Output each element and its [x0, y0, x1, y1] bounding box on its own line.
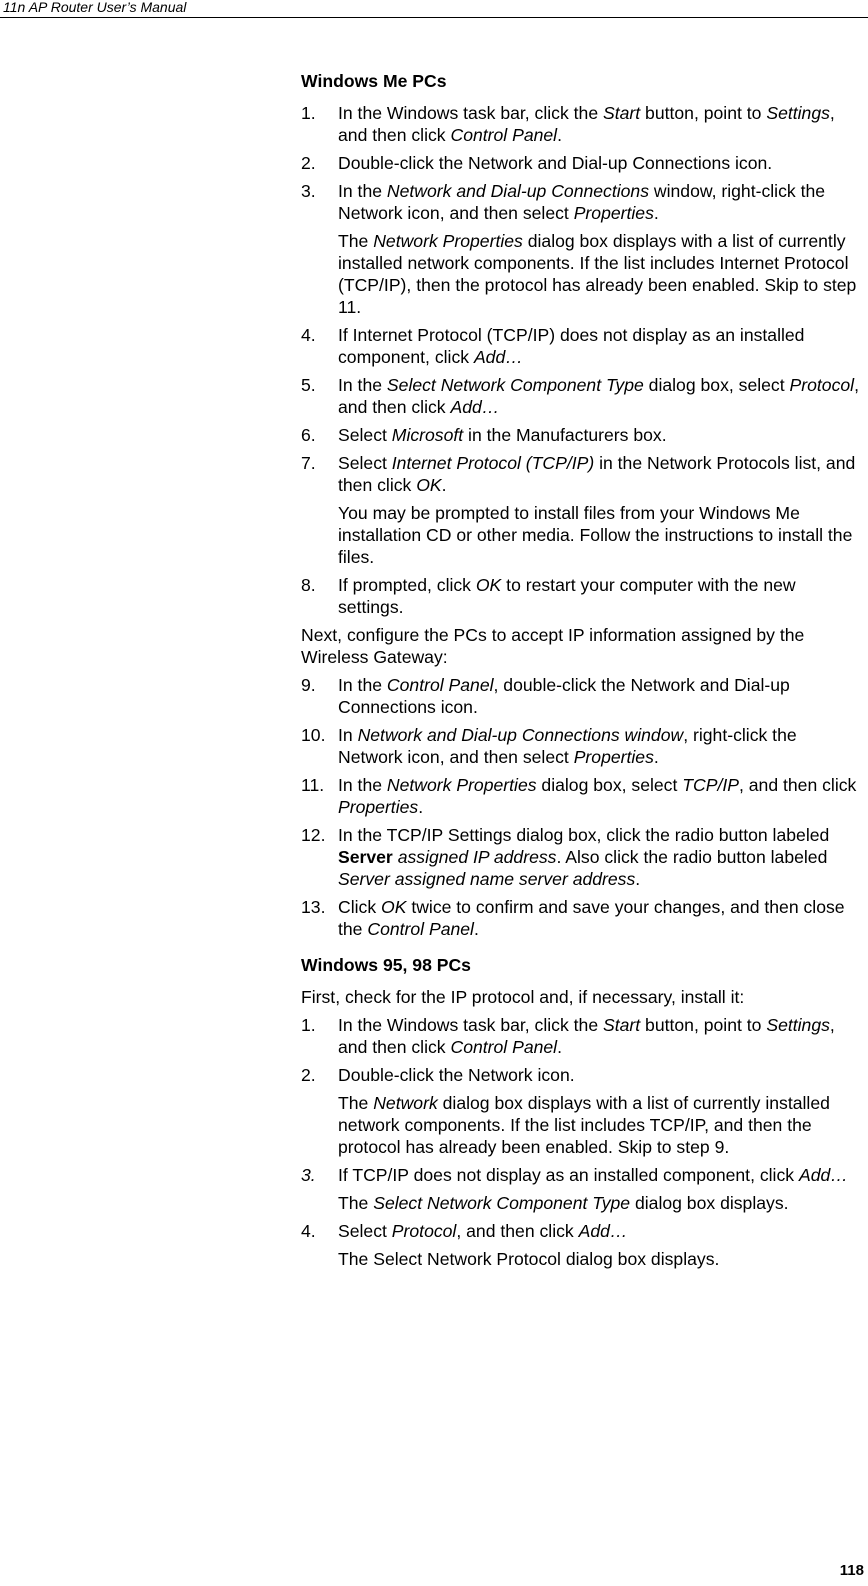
step-me-1: 1. In the Windows task bar, click the Start button, point to Settings, and then click Control Panel. [301, 103, 835, 145]
step-number: 9. [301, 675, 316, 695]
note-me-7: You may be prompted to install files from your Windows Me installation CD or other media. Follow the instructions to install the files. [338, 503, 853, 567]
section-heading-windows-me: Windows Me PCs [301, 71, 447, 91]
step-number: 6. [301, 425, 316, 445]
step-me-11: 11. In the Network Properties dialog box, select TCP/IP, and then click Properties. [301, 775, 857, 817]
step-me-12: 12. In the TCP/IP Settings dialog box, click the radio button labeled Server assigned IP address. Also click the radio button labeled Server assigned name server address. [301, 825, 830, 889]
note-me-3: The Network Properties dialog box displays with a list of currently installed network components. If the list includes Internet Protocol (TCP/IP), then the protocol has already been enabled. Skip to step 11. [338, 231, 857, 317]
step-number: 2. [301, 153, 316, 173]
step-me-4: 4. If Internet Protocol (TCP/IP) does not display as an installed component, click Add… [301, 325, 805, 367]
step-me-13: 13. Click OK twice to confirm and save your changes, and then close the Control Panel. [301, 897, 845, 939]
step-me-5: 5. In the Select Network Component Type dialog box, select Protocol, and then click Add… [301, 375, 859, 417]
page-header [0, 0, 868, 18]
step-number: 4. [301, 325, 316, 345]
step-9x-4: 4. Select Protocol, and then click Add… [301, 1221, 628, 1241]
step-number: 3. [301, 1165, 316, 1185]
step-number: 12. [301, 825, 326, 845]
paragraph-check-ip: First, check for the IP protocol and, if necessary, install it: [301, 987, 745, 1007]
step-me-2: 2. Double-click the Network and Dial-up Connections icon. [301, 153, 773, 173]
step-number: 3. [301, 181, 316, 201]
note-9x-2: The Network dialog box displays with a list of currently installed network components. If the list includes TCP/IP, and then the protocol has already been enabled. Skip to step 9. [338, 1093, 830, 1157]
step-9x-2: 2. Double-click the Network icon. [301, 1065, 575, 1085]
step-number: 4. [301, 1221, 316, 1241]
step-9x-3: 3. If TCP/IP does not display as an installed component, click Add… [301, 1165, 848, 1185]
section-heading-windows-95-98: Windows 95, 98 PCs [301, 955, 471, 975]
step-number: 7. [301, 453, 316, 473]
step-number: 8. [301, 575, 316, 595]
note-9x-3: The Select Network Component Type dialog box displays. [338, 1193, 789, 1213]
step-number: 2. [301, 1065, 316, 1085]
step-number: 11. [301, 775, 325, 795]
page-number: 118 [839, 1562, 864, 1579]
step-me-10: 10. In Network and Dial-up Connections window, right-click the Network icon, and then select Properties. [301, 725, 797, 767]
step-me-3: 3. In the Network and Dial-up Connections window, right-click the Network icon, and then select Properties. [301, 181, 826, 223]
step-number: 1. [301, 103, 316, 123]
step-number: 5. [301, 375, 316, 395]
step-number: 13. [301, 897, 326, 917]
step-me-8: 8. If prompted, click OK to restart your computer with the new settings. [301, 575, 796, 617]
page-content [301, 70, 865, 1276]
manual-title: 11n AP Router User’s Manual [3, 0, 187, 15]
step-number: 1. [301, 1015, 316, 1035]
step-9x-1: 1. In the Windows task bar, click the Start button, point to Settings, and then click Control Panel. [301, 1015, 835, 1057]
step-number: 10. [301, 725, 326, 745]
step-me-7: 7. Select Internet Protocol (TCP/IP) in the Network Protocols list, and then click OK. [301, 453, 856, 495]
step-me-9: 9. In the Control Panel, double-click the Network and Dial-up Connections icon. [301, 675, 790, 717]
step-me-6: 6. Select Microsoft in the Manufacturers box. [301, 425, 667, 445]
note-9x-4: The Select Network Protocol dialog box displays. [338, 1249, 720, 1269]
paragraph-configure-pcs: Next, configure the PCs to accept IP information assigned by the Wireless Gateway: [301, 625, 805, 667]
